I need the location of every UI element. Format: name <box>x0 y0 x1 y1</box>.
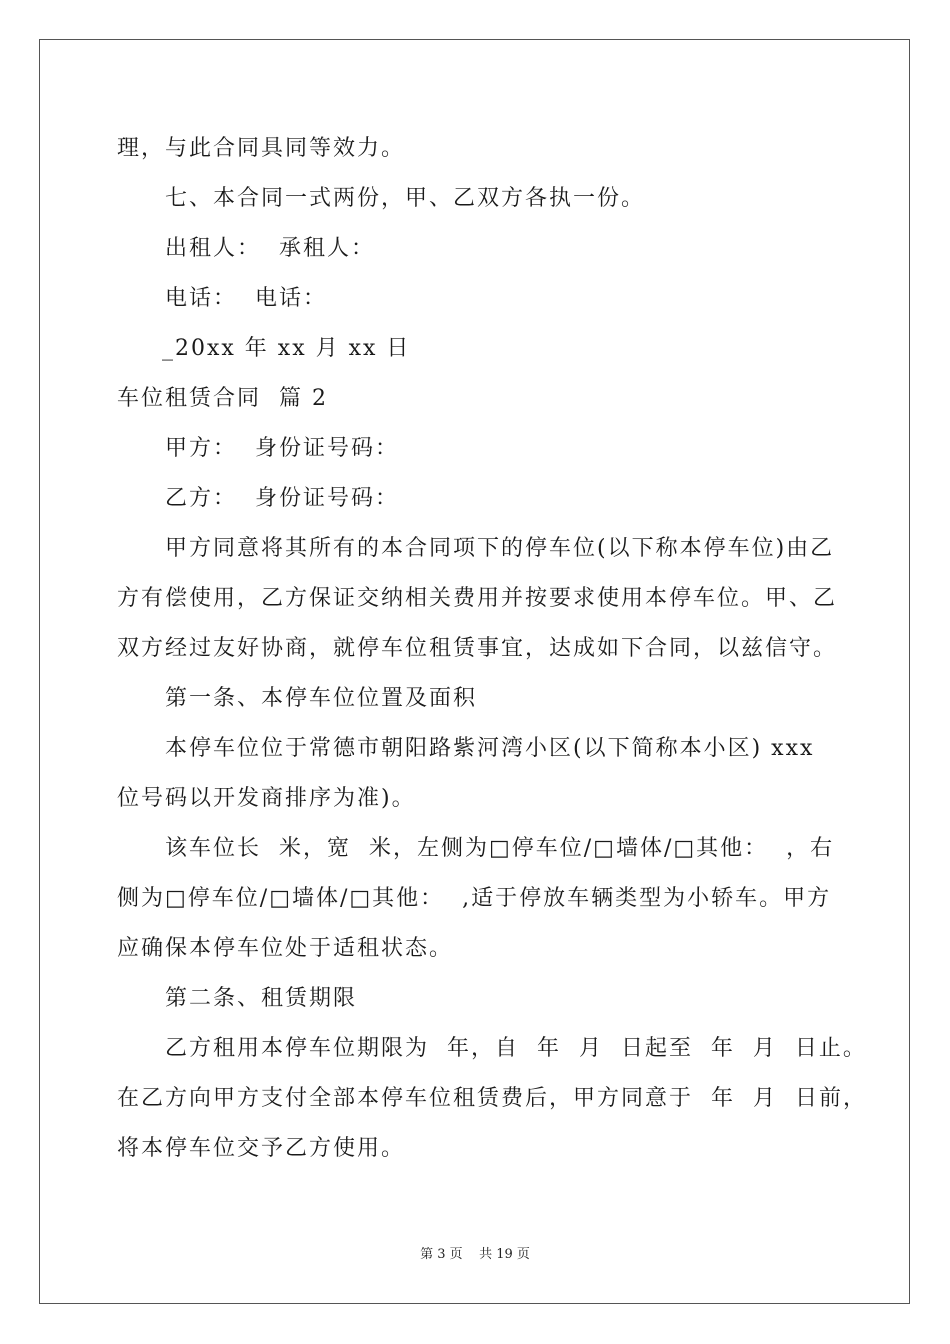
text-line: 乙方租用本停车位期限为 年，自 年 月 日起至 年 月 日止。 <box>165 1036 867 1061</box>
page-number: 第 3 页 共 19 页 <box>420 1247 530 1262</box>
text-line: 出租人： 承租人： <box>165 236 375 261</box>
text-line: 将本停车位交予乙方使用。 <box>117 1136 406 1161</box>
text-line: 侧为□停车位/□墙体/□其他： ,适于停放车辆类型为小轿车。甲方 <box>117 886 832 911</box>
text-line: 位号码以开发商排序为准)。 <box>117 786 416 811</box>
text-line: 七、本合同一式两份，甲、乙双方各执一份。 <box>165 186 646 211</box>
page-border <box>39 39 910 1304</box>
section-heading: 车位租赁合同 篇 2 <box>117 386 328 411</box>
text-line: 甲方： 身份证号码： <box>165 436 399 461</box>
text-line: 乙方： 身份证号码： <box>165 486 399 511</box>
text-line: 本停车位位于常德市朝阳路紫河湾小区(以下简称本小区) xxx <box>165 736 815 761</box>
text-line: 该车位长 米，宽 米，左侧为□停车位/□墙体/□其他： ，右 <box>165 836 835 861</box>
text-line: 在乙方向甲方支付全部本停车位租赁费后，甲方同意于 年 月 日前， <box>117 1086 867 1111</box>
text-line: 第二条、租赁期限 <box>165 986 358 1011</box>
text-line: 第一条、本停车位位置及面积 <box>165 686 478 711</box>
text-line: 理，与此合同具同等效力。 <box>117 136 406 161</box>
text-line: 应确保本停车位处于适租状态。 <box>117 936 454 961</box>
text-line: _20xx 年 xx 月 xx 日 <box>162 336 411 361</box>
text-line: 电话： 电话： <box>165 286 327 311</box>
text-line: 双方经过友好协商，就停车位租赁事宜，达成如下合同，以兹信守。 <box>117 636 838 661</box>
text-line: 甲方同意将其所有的本合同项下的停车位(以下称本停车位)由乙 <box>165 536 835 561</box>
text-line: 方有偿使用，乙方保证交纳相关费用并按要求使用本停车位。甲、乙 <box>117 586 838 611</box>
